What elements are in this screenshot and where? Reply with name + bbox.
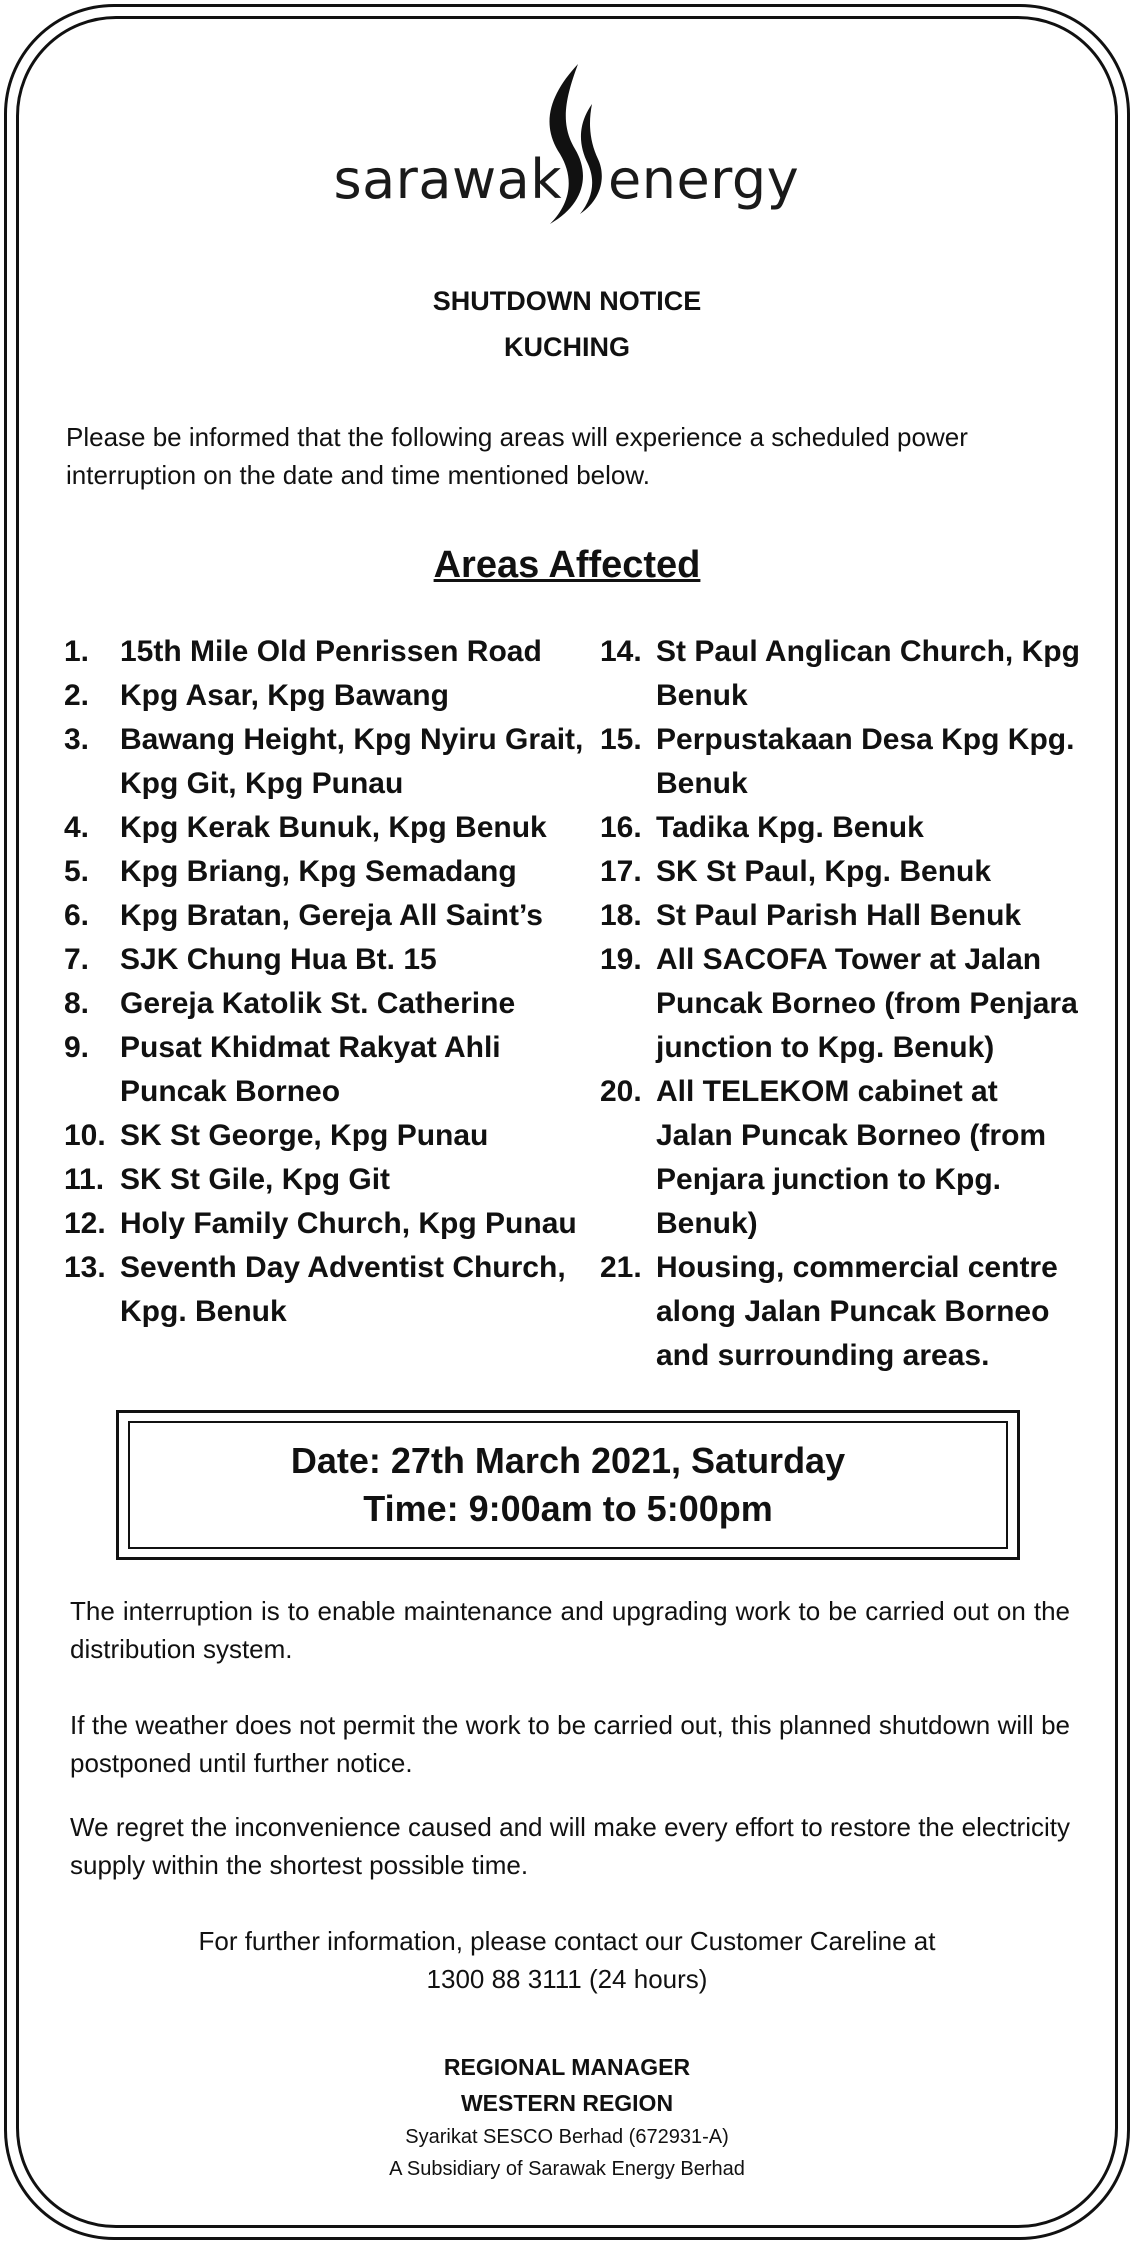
item-number: 18. bbox=[600, 899, 642, 932]
item-number: 1. bbox=[64, 635, 90, 668]
item-text: Housing, commercial centre along Jalan Puncak Borneo and surrounding areas. bbox=[656, 1251, 1058, 1372]
item-text: All TELEKOM cabinet at Jalan Puncak Borneo (from Penjara junction to Kpg. Benuk) bbox=[656, 1075, 1047, 1240]
notice-location: KUCHING bbox=[504, 332, 630, 362]
intro-paragraph: Please be informed that the following areas will experience a scheduled power interruption on the date and time mentioned below. bbox=[66, 422, 968, 490]
list-item bbox=[600, 894, 1080, 938]
areas-affected-heading: Areas Affected bbox=[433, 544, 701, 586]
list-item bbox=[64, 1158, 584, 1202]
list-item bbox=[64, 630, 584, 674]
item-number: 6. bbox=[64, 899, 90, 932]
notice-title: SHUTDOWN NOTICE bbox=[432, 286, 702, 316]
item-number: 17. bbox=[600, 855, 642, 888]
schedule-time: Time: 9:00am to 5:00pm bbox=[363, 1488, 773, 1529]
list-item bbox=[600, 1070, 1080, 1246]
item-text: Kpg Asar, Kpg Bawang bbox=[120, 679, 449, 712]
item-number: 9. bbox=[64, 1031, 90, 1064]
item-text: St Paul Anglican Church, Kpg Benuk bbox=[656, 635, 1080, 712]
item-text: All SACOFA Tower at Jalan Puncak Borneo (from Penjara junction to Kpg. Benuk) bbox=[656, 943, 1078, 1064]
list-item bbox=[64, 718, 584, 806]
item-number: 19. bbox=[600, 943, 642, 976]
item-text: Holy Family Church, Kpg Punau bbox=[120, 1207, 577, 1240]
sarawak-energy-logo bbox=[0, 64, 1134, 234]
item-number: 14. bbox=[600, 635, 642, 668]
item-text: 15th Mile Old Penrissen Road bbox=[120, 635, 542, 668]
item-number: 7. bbox=[64, 943, 90, 976]
item-text: SK St Gile, Kpg Git bbox=[120, 1163, 391, 1196]
list-item bbox=[64, 850, 584, 894]
item-text: Kpg Kerak Bunuk, Kpg Benuk bbox=[120, 811, 547, 844]
flame-icon bbox=[530, 64, 610, 234]
careline-number: 1300 88 3111 (24 hours) bbox=[426, 1964, 708, 1994]
list-item bbox=[600, 938, 1080, 1070]
list-item bbox=[64, 938, 584, 982]
logo-word-sarawak: sarawak bbox=[333, 148, 562, 211]
item-text: St Paul Parish Hall Benuk bbox=[656, 899, 1022, 932]
item-number: 20. bbox=[600, 1075, 642, 1108]
list-item bbox=[64, 1246, 584, 1334]
signature-title: REGIONAL MANAGER bbox=[443, 2054, 691, 2080]
item-number: 13. bbox=[64, 1251, 106, 1284]
signature-region: WESTERN REGION bbox=[460, 2090, 674, 2116]
item-number: 3. bbox=[64, 723, 90, 756]
item-text: Kpg Briang, Kpg Semadang bbox=[120, 855, 517, 888]
areas-list-right bbox=[600, 630, 1080, 1378]
list-item bbox=[600, 806, 1080, 850]
item-number: 8. bbox=[64, 987, 90, 1020]
item-number: 15. bbox=[600, 723, 642, 756]
item-text: Bawang Height, Kpg Nyiru Grait, Kpg Git, Kpg Punau bbox=[120, 723, 584, 800]
item-number: 16. bbox=[600, 811, 642, 844]
item-number: 21. bbox=[600, 1251, 642, 1284]
areas-list-left bbox=[64, 630, 584, 1334]
maintenance-paragraph: The interruption is to enable maintenance and upgrading work to be carried out on the distribution system. bbox=[70, 1596, 1070, 1664]
item-text: Seventh Day Adventist Church, Kpg. Benuk bbox=[120, 1251, 566, 1328]
schedule-box bbox=[128, 1421, 1008, 1549]
item-number: 11. bbox=[64, 1163, 105, 1196]
logo-word-energy: energy bbox=[608, 148, 800, 211]
item-text: SK St Paul, Kpg. Benuk bbox=[656, 855, 992, 888]
list-item bbox=[600, 630, 1080, 718]
item-number: 10. bbox=[64, 1119, 106, 1152]
signature-company: Syarikat SESCO Berhad (672931-A) bbox=[405, 2126, 729, 2148]
item-text: Pusat Khidmat Rakyat Ahli Puncak Borneo bbox=[120, 1031, 501, 1108]
schedule-date: Date: 27th March 2021, Saturday bbox=[290, 1440, 846, 1481]
weather-paragraph: If the weather does not permit the work to be carried out, this planned shutdown will be postponed until further notice. bbox=[70, 1710, 1070, 1778]
item-number: 2. bbox=[64, 679, 90, 712]
item-text: Perpustakaan Desa Kpg Kpg. Benuk bbox=[656, 723, 1075, 800]
item-text: Tadika Kpg. Benuk bbox=[656, 811, 924, 844]
contact-line: For further information, please contact our Customer Careline at bbox=[198, 1926, 936, 1956]
item-text: SK St George, Kpg Punau bbox=[120, 1119, 489, 1152]
list-item bbox=[64, 1202, 584, 1246]
item-text: Gereja Katolik St. Catherine bbox=[120, 987, 516, 1020]
list-item bbox=[600, 718, 1080, 806]
list-item bbox=[64, 982, 584, 1026]
list-item bbox=[64, 1026, 584, 1114]
list-item bbox=[64, 894, 584, 938]
list-item bbox=[64, 1114, 584, 1158]
regret-paragraph: We regret the inconvenience caused and will make every effort to restore the electricity supply within the shortest possible time. bbox=[70, 1812, 1070, 1880]
item-number: 5. bbox=[64, 855, 90, 888]
list-item bbox=[64, 674, 584, 718]
list-item bbox=[600, 850, 1080, 894]
list-item bbox=[64, 806, 584, 850]
item-number: 4. bbox=[64, 811, 90, 844]
item-text: SJK Chung Hua Bt. 15 bbox=[120, 943, 437, 976]
signature-subsidiary: A Subsidiary of Sarawak Energy Berhad bbox=[389, 2158, 745, 2180]
item-number: 12. bbox=[64, 1207, 106, 1240]
item-text: Kpg Bratan, Gereja All Saint’s bbox=[120, 899, 543, 932]
list-item bbox=[600, 1246, 1080, 1378]
